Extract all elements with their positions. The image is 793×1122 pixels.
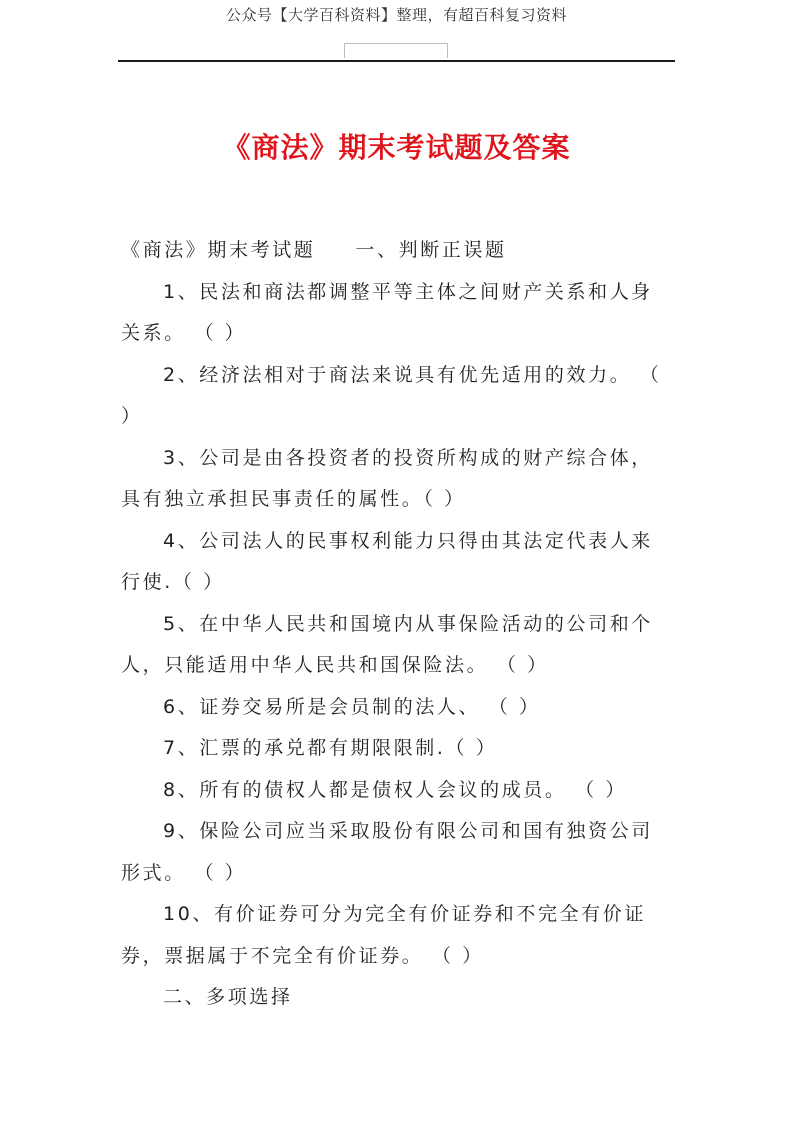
question-8: 8、所有的债权人都是债权人会议的成员。 （ ）: [163, 778, 627, 801]
section-heading: [121, 230, 669, 272]
question-5: 5、在中华人民共和国境内从事保险活动的公司和个人，只能适用中华人民共和国保险法。 （ ）: [121, 612, 653, 676]
document-title: 《商法》期末考试题及答案: [222, 131, 571, 164]
part-one-heading: 一、判断正误题: [355, 239, 507, 261]
question-6: 6、证券交易所是会员制的法人、 （ ）: [163, 695, 541, 718]
document-body: [121, 230, 669, 1019]
question-10: 10、有价证券可分为完全有价证券和不完全有价证券，票据属于不完全有价证券。 （ ）: [121, 903, 646, 967]
part-two-heading: 二、多项选择: [163, 986, 293, 1008]
question-4: 4、公司法人的民事权利能力只得由其法定代表人来行使.（ ）: [121, 529, 653, 593]
exam-label: 《商法》期末考试题: [121, 239, 316, 261]
header-decoration-box: [344, 43, 448, 58]
question-2: 2、经济法相对于商法来说具有优先适用的效力。 （ ）: [121, 363, 662, 427]
question-7: 7、汇票的承兑都有期限限制.（ ）: [163, 737, 498, 759]
question-3: 3、公司是由各投资者的投资所构成的财产综合体，具有独立承担民事责任的属性。（ ）: [121, 446, 653, 510]
question-1: 1、民法和商法都调整平等主体之间财产关系和人身关系。 （ ）: [121, 280, 653, 344]
page-header-text: 公众号【大学百科资料】整理，有超百科复习资料: [225, 6, 567, 24]
header-rule: [118, 60, 675, 62]
question-9: 9、保险公司应当采取股份有限公司和国有独资公司形式。 （ ）: [121, 820, 653, 884]
